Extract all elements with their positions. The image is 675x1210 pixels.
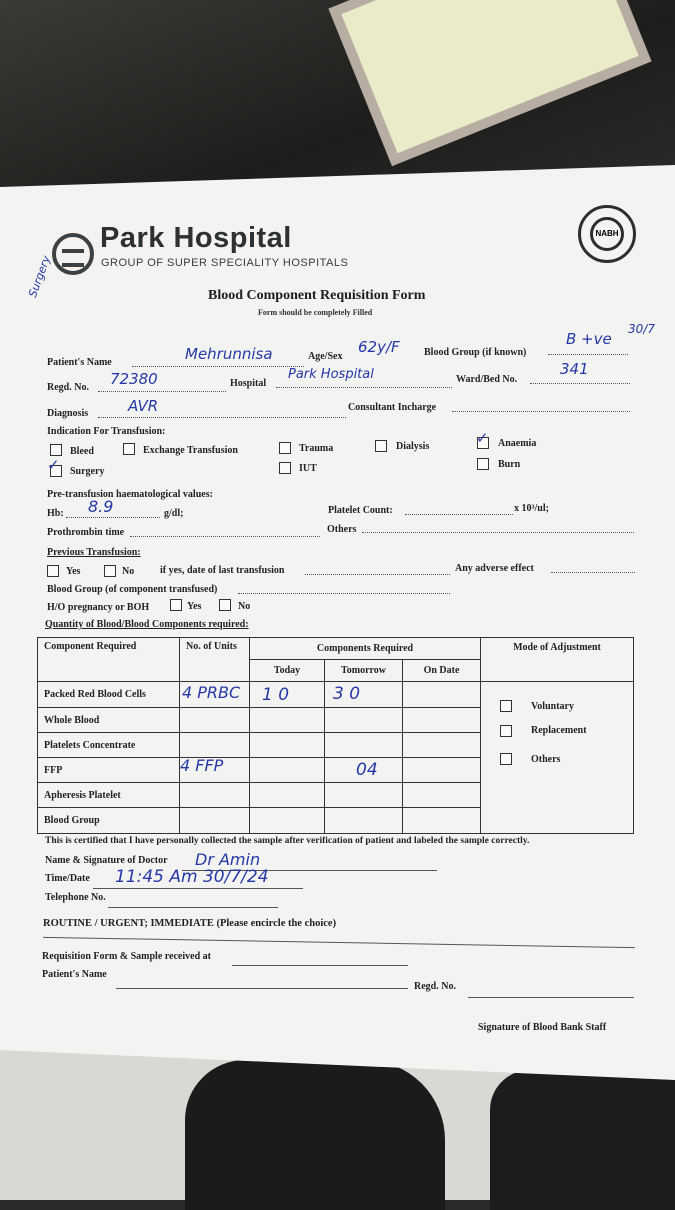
mode-header: Mode of Adjustment [481, 638, 634, 682]
last-transfusion-label: if yes, date of last transfusion [160, 565, 285, 576]
others-line [362, 532, 634, 533]
row-label-apheresis: Apheresis Platelet [38, 783, 180, 808]
telephone-label: Telephone No. [45, 892, 106, 903]
age-sex-label: Age/Sex [308, 351, 343, 362]
bleed-label: Bleed [70, 446, 94, 457]
consultant-line [452, 411, 630, 412]
ho-pregnancy-label: H/O pregnancy or BOH [47, 602, 150, 613]
hospital-subtitle: GROUP OF SUPER SPECIALITY HOSPITALS [101, 257, 349, 269]
age-sex-value: 62y/F [358, 338, 400, 356]
patient-name-value: Mehrunnisa [185, 345, 273, 363]
voluntary-checkbox[interactable] [500, 700, 512, 712]
hb-value: 8.9 [88, 497, 114, 516]
trauma-checkbox[interactable] [279, 442, 291, 454]
hospital-name: Park Hospital [100, 222, 292, 254]
received-line [232, 965, 408, 966]
prev-no-label: No [122, 566, 135, 577]
replacement-checkbox[interactable] [500, 725, 512, 737]
platelets-today-cell[interactable] [250, 733, 325, 758]
time-date-value: 11:45 Am 30/7/24 [115, 867, 269, 887]
diagnosis-value: AVR [128, 397, 159, 415]
platelets-tomorrow-cell[interactable] [325, 733, 403, 758]
pre-values-heading: Pre-transfusion haematological values: [47, 489, 213, 500]
apheresis-units-cell[interactable] [180, 783, 250, 808]
platelets-units-cell[interactable] [180, 733, 250, 758]
date-note: 30/7 [628, 322, 655, 336]
patient-name-label: Patient's Name [47, 357, 112, 368]
apheresis-ondate-cell[interactable] [403, 783, 481, 808]
hospital-logo-icon [52, 233, 94, 275]
row-label-blood-group: Blood Group [38, 808, 180, 834]
indication-heading: Indication For Transfusion: [47, 426, 166, 437]
bg-units-cell[interactable] [180, 808, 250, 834]
bg-today-cell[interactable] [250, 808, 325, 834]
exchange-checkbox[interactable] [123, 443, 135, 455]
form-subtitle: Form should be completely Filled [258, 308, 373, 317]
others-label: Others [327, 524, 357, 535]
certification-text: This is certified that I have personally collected the sample after verification of patient and labeled the sample correctly. [45, 836, 530, 846]
hospital-label: Hospital [230, 378, 267, 389]
burn-checkbox[interactable] [477, 458, 489, 470]
iut-checkbox[interactable] [279, 462, 291, 474]
hospital-line [276, 387, 452, 388]
ward-bed-line [530, 383, 630, 384]
patient-name2-label: Patient's Name [42, 969, 107, 980]
received-label: Requisition Form & Sample received at [42, 951, 211, 962]
others-option-label: Others [531, 754, 561, 765]
others-checkbox[interactable] [500, 753, 512, 765]
ward-bed-label: Ward/Bed No. [456, 374, 518, 385]
whole-blood-today-cell[interactable] [250, 708, 325, 733]
patient-name2-line [116, 988, 408, 989]
priority-text: ROUTINE / URGENT; IMMEDIATE (Please encircle the choice) [43, 918, 337, 929]
time-date-line [93, 888, 303, 889]
adverse-effect-line [551, 572, 635, 573]
exchange-label: Exchange Transfusion [143, 445, 238, 456]
bg-tomorrow-cell[interactable] [325, 808, 403, 834]
ffp-ondate-cell[interactable] [403, 758, 481, 783]
platelet-count-label: Platelet Count: [328, 505, 393, 516]
diagnosis-line [98, 417, 346, 418]
hb-label: Hb: [47, 508, 64, 519]
replacement-label: Replacement [531, 725, 587, 736]
ffp-tomorrow-value: 04 [356, 760, 378, 780]
units-header: No. of Units [180, 638, 250, 682]
blood-group-transfused-label: Blood Group (of component transfused) [47, 584, 218, 595]
prbc-ondate-cell[interactable] [403, 682, 481, 708]
ward-bed-value: 341 [560, 360, 589, 378]
blood-group-transfused-line [238, 593, 450, 594]
doctor-label: Name & Signature of Doctor [45, 855, 168, 866]
prothrombin-line [130, 536, 320, 537]
components-required-header: Components Required [250, 638, 481, 660]
trauma-label: Trauma [299, 443, 334, 454]
background-shoe-right [490, 1070, 675, 1210]
platelets-ondate-cell[interactable] [403, 733, 481, 758]
preg-yes-label: Yes [187, 601, 202, 612]
quantity-heading: Quantity of Blood/Blood Components required: [45, 619, 249, 630]
platelet-unit: x 10³/ul; [514, 503, 549, 514]
background-shoe [185, 1060, 445, 1210]
hb-line [66, 517, 160, 518]
surgery-tick-icon: ✓ [47, 456, 60, 474]
on-date-header: On Date [403, 660, 481, 682]
row-label-platelets: Platelets Concentrate [38, 733, 180, 758]
apheresis-today-cell[interactable] [250, 783, 325, 808]
regd-no-label: Regd. No. [47, 382, 89, 393]
prothrombin-label: Prothrombin time [47, 527, 125, 538]
voluntary-label: Voluntary [531, 701, 574, 712]
burn-label: Burn [498, 459, 521, 470]
bleed-checkbox[interactable] [50, 444, 62, 456]
consultant-label: Consultant Incharge [348, 402, 437, 413]
apheresis-tomorrow-cell[interactable] [325, 783, 403, 808]
anaemia-label: Anaemia [498, 438, 537, 449]
dialysis-label: Dialysis [396, 441, 430, 452]
telephone-line [108, 907, 278, 908]
preg-yes-checkbox[interactable] [170, 599, 182, 611]
blood-group-label: Blood Group (if known) [424, 347, 527, 358]
margin-note: Surgery [26, 253, 54, 300]
ffp-today-cell[interactable] [250, 758, 325, 783]
adverse-effect-label: Any adverse effect [455, 563, 534, 574]
surgery-label: Surgery [70, 466, 105, 477]
whole-blood-units-cell[interactable] [180, 708, 250, 733]
iut-label: IUT [299, 463, 317, 474]
regd-no-line [98, 391, 226, 392]
prbc-units-value: 4 PRBC [182, 683, 241, 702]
row-label-prbc: Packed Red Blood Cells [38, 682, 180, 708]
last-transfusion-line [305, 574, 450, 575]
regd-no2-label: Regd. No. [414, 981, 456, 992]
component-header: Component Required [38, 638, 180, 682]
ffp-units-value: 4 FFP [180, 756, 224, 775]
bg-ondate-cell[interactable] [403, 808, 481, 834]
tomorrow-header: Tomorrow [325, 660, 403, 682]
regd-no-value: 72380 [110, 370, 158, 388]
prev-no-checkbox[interactable] [104, 565, 116, 577]
row-label-ffp: FFP [38, 758, 180, 783]
hospital-value: Park Hospital [288, 367, 374, 382]
preg-no-label: No [238, 601, 251, 612]
blood-group-line [548, 354, 628, 355]
today-header: Today [250, 660, 325, 682]
preg-no-checkbox[interactable] [219, 599, 231, 611]
prev-yes-label: Yes [66, 566, 81, 577]
whole-blood-tomorrow-cell[interactable] [325, 708, 403, 733]
form-title: Blood Component Requisition Form [208, 288, 426, 303]
blood-group-value: B +ve [566, 330, 612, 348]
platelet-count-line [405, 514, 513, 515]
signature-label: Signature of Blood Bank Staff [478, 1022, 607, 1033]
doctor-value: Dr Amin [195, 850, 261, 869]
anaemia-tick-icon: ✓ [476, 429, 489, 447]
patient-name-line [132, 366, 304, 367]
time-date-label: Time/Date [45, 873, 90, 884]
hb-unit: g/dl; [164, 508, 184, 519]
dialysis-checkbox[interactable] [375, 440, 387, 452]
regd-no2-line [468, 997, 634, 998]
previous-transfusion-heading: Previous Transfusion: [47, 547, 141, 558]
prbc-tomorrow-value: 3 0 [333, 684, 361, 704]
row-label-whole-blood: Whole Blood [38, 708, 180, 733]
prbc-today-value: 1 0 [262, 685, 290, 705]
prev-yes-checkbox[interactable] [47, 565, 59, 577]
diagnosis-label: Diagnosis [47, 408, 89, 419]
whole-blood-ondate-cell[interactable] [403, 708, 481, 733]
nabh-seal-icon: NABH [578, 205, 636, 263]
